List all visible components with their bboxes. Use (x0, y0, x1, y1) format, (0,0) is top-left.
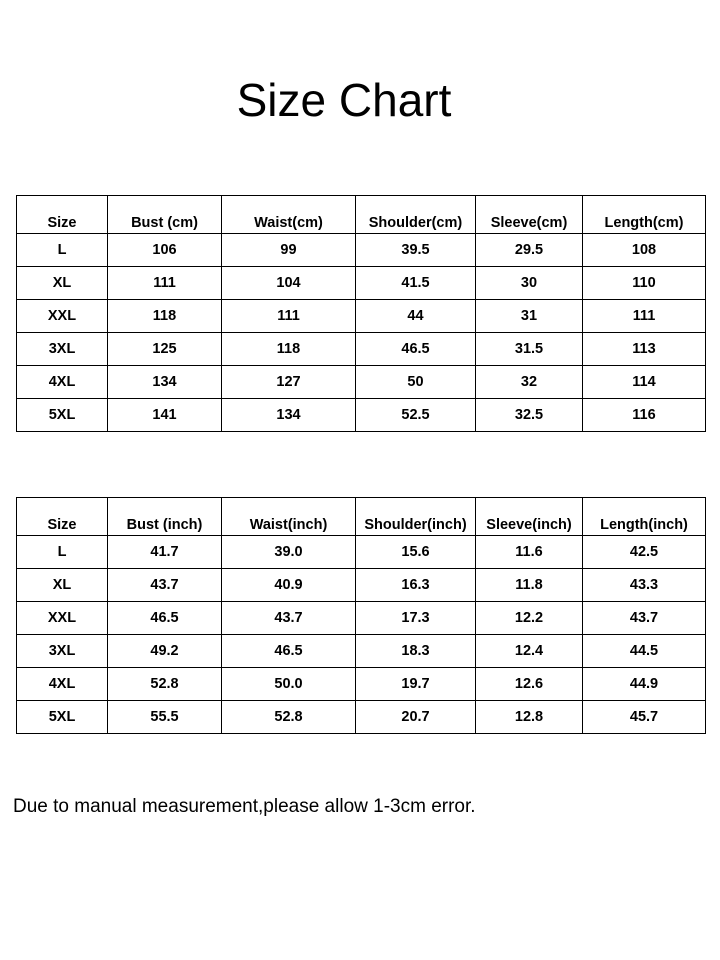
sleeve-cell: 31.5 (476, 333, 583, 366)
length-cell: 45.7 (583, 701, 706, 734)
size-cell: 4XL (17, 366, 108, 399)
shoulder-cell: 17.3 (356, 602, 476, 635)
size-cell: 5XL (17, 399, 108, 432)
header-cell-sleeve: Sleeve(cm) (476, 196, 583, 234)
shoulder-cell: 52.5 (356, 399, 476, 432)
size-cell: XXL (17, 300, 108, 333)
table-row (17, 569, 706, 602)
shoulder-cell: 44 (356, 300, 476, 333)
sleeve-cell: 11.8 (476, 569, 583, 602)
length-cell: 116 (583, 399, 706, 432)
bust-cell: 106 (108, 234, 222, 267)
waist-cell: 111 (222, 300, 356, 333)
bust-cell: 141 (108, 399, 222, 432)
size-cell: XL (17, 267, 108, 300)
waist-cell: 43.7 (222, 602, 356, 635)
shoulder-cell: 46.5 (356, 333, 476, 366)
table-row (17, 399, 706, 432)
table-row (17, 234, 706, 267)
size-table-inch (16, 497, 706, 734)
shoulder-cell: 39.5 (356, 234, 476, 267)
length-cell: 114 (583, 366, 706, 399)
header-cell-length: Length(cm) (583, 196, 706, 234)
header-cell-bust: Bust (cm) (108, 196, 222, 234)
size-cell: XL (17, 569, 108, 602)
table-row (17, 333, 706, 366)
waist-cell: 118 (222, 333, 356, 366)
table-header-row (17, 498, 706, 536)
measurement-note: Due to manual measurement,please allow 1-3cm error. (13, 796, 476, 817)
sleeve-cell: 12.4 (476, 635, 583, 668)
bust-cell: 41.7 (108, 536, 222, 569)
table-row (17, 267, 706, 300)
bust-cell: 111 (108, 267, 222, 300)
waist-cell: 46.5 (222, 635, 356, 668)
bust-cell: 52.8 (108, 668, 222, 701)
header-cell-bust: Bust (inch) (108, 498, 222, 536)
bust-cell: 125 (108, 333, 222, 366)
length-cell: 43.3 (583, 569, 706, 602)
table-row (17, 300, 706, 333)
size-cell: 3XL (17, 333, 108, 366)
sleeve-cell: 29.5 (476, 234, 583, 267)
size-table-cm (16, 195, 706, 432)
length-cell: 108 (583, 234, 706, 267)
waist-cell: 104 (222, 267, 356, 300)
shoulder-cell: 15.6 (356, 536, 476, 569)
size-cell: 5XL (17, 701, 108, 734)
sleeve-cell: 31 (476, 300, 583, 333)
sleeve-cell: 12.6 (476, 668, 583, 701)
size-cell: XXL (17, 602, 108, 635)
waist-cell: 50.0 (222, 668, 356, 701)
shoulder-cell: 20.7 (356, 701, 476, 734)
sleeve-cell: 32.5 (476, 399, 583, 432)
waist-cell: 99 (222, 234, 356, 267)
bust-cell: 43.7 (108, 569, 222, 602)
waist-cell: 39.0 (222, 536, 356, 569)
header-cell-sleeve: Sleeve(inch) (476, 498, 583, 536)
shoulder-cell: 50 (356, 366, 476, 399)
bust-cell: 118 (108, 300, 222, 333)
header-cell-size: Size (17, 498, 108, 536)
length-cell: 42.5 (583, 536, 706, 569)
header-cell-shoulder: Shoulder(cm) (356, 196, 476, 234)
length-cell: 43.7 (583, 602, 706, 635)
sleeve-cell: 12.8 (476, 701, 583, 734)
waist-cell: 52.8 (222, 701, 356, 734)
length-cell: 44.5 (583, 635, 706, 668)
table-row (17, 366, 706, 399)
size-cell: 3XL (17, 635, 108, 668)
header-cell-length: Length(inch) (583, 498, 706, 536)
bust-cell: 134 (108, 366, 222, 399)
size-cell: L (17, 234, 108, 267)
page-title: Size Chart (236, 74, 452, 126)
bust-cell: 55.5 (108, 701, 222, 734)
table-row (17, 536, 706, 569)
table-row (17, 635, 706, 668)
waist-cell: 127 (222, 366, 356, 399)
shoulder-cell: 16.3 (356, 569, 476, 602)
sleeve-cell: 12.2 (476, 602, 583, 635)
sleeve-cell: 32 (476, 366, 583, 399)
header-cell-waist: Waist(cm) (222, 196, 356, 234)
waist-cell: 134 (222, 399, 356, 432)
bust-cell: 49.2 (108, 635, 222, 668)
bust-cell: 46.5 (108, 602, 222, 635)
table-row (17, 668, 706, 701)
sleeve-cell: 30 (476, 267, 583, 300)
length-cell: 44.9 (583, 668, 706, 701)
header-cell-size: Size (17, 196, 108, 234)
length-cell: 111 (583, 300, 706, 333)
shoulder-cell: 19.7 (356, 668, 476, 701)
size-cell: 4XL (17, 668, 108, 701)
sleeve-cell: 11.6 (476, 536, 583, 569)
shoulder-cell: 41.5 (356, 267, 476, 300)
header-cell-shoulder: Shoulder(inch) (356, 498, 476, 536)
table-row (17, 701, 706, 734)
length-cell: 110 (583, 267, 706, 300)
table-row (17, 602, 706, 635)
waist-cell: 40.9 (222, 569, 356, 602)
table-header-row (17, 196, 706, 234)
size-cell: L (17, 536, 108, 569)
length-cell: 113 (583, 333, 706, 366)
shoulder-cell: 18.3 (356, 635, 476, 668)
header-cell-waist: Waist(inch) (222, 498, 356, 536)
